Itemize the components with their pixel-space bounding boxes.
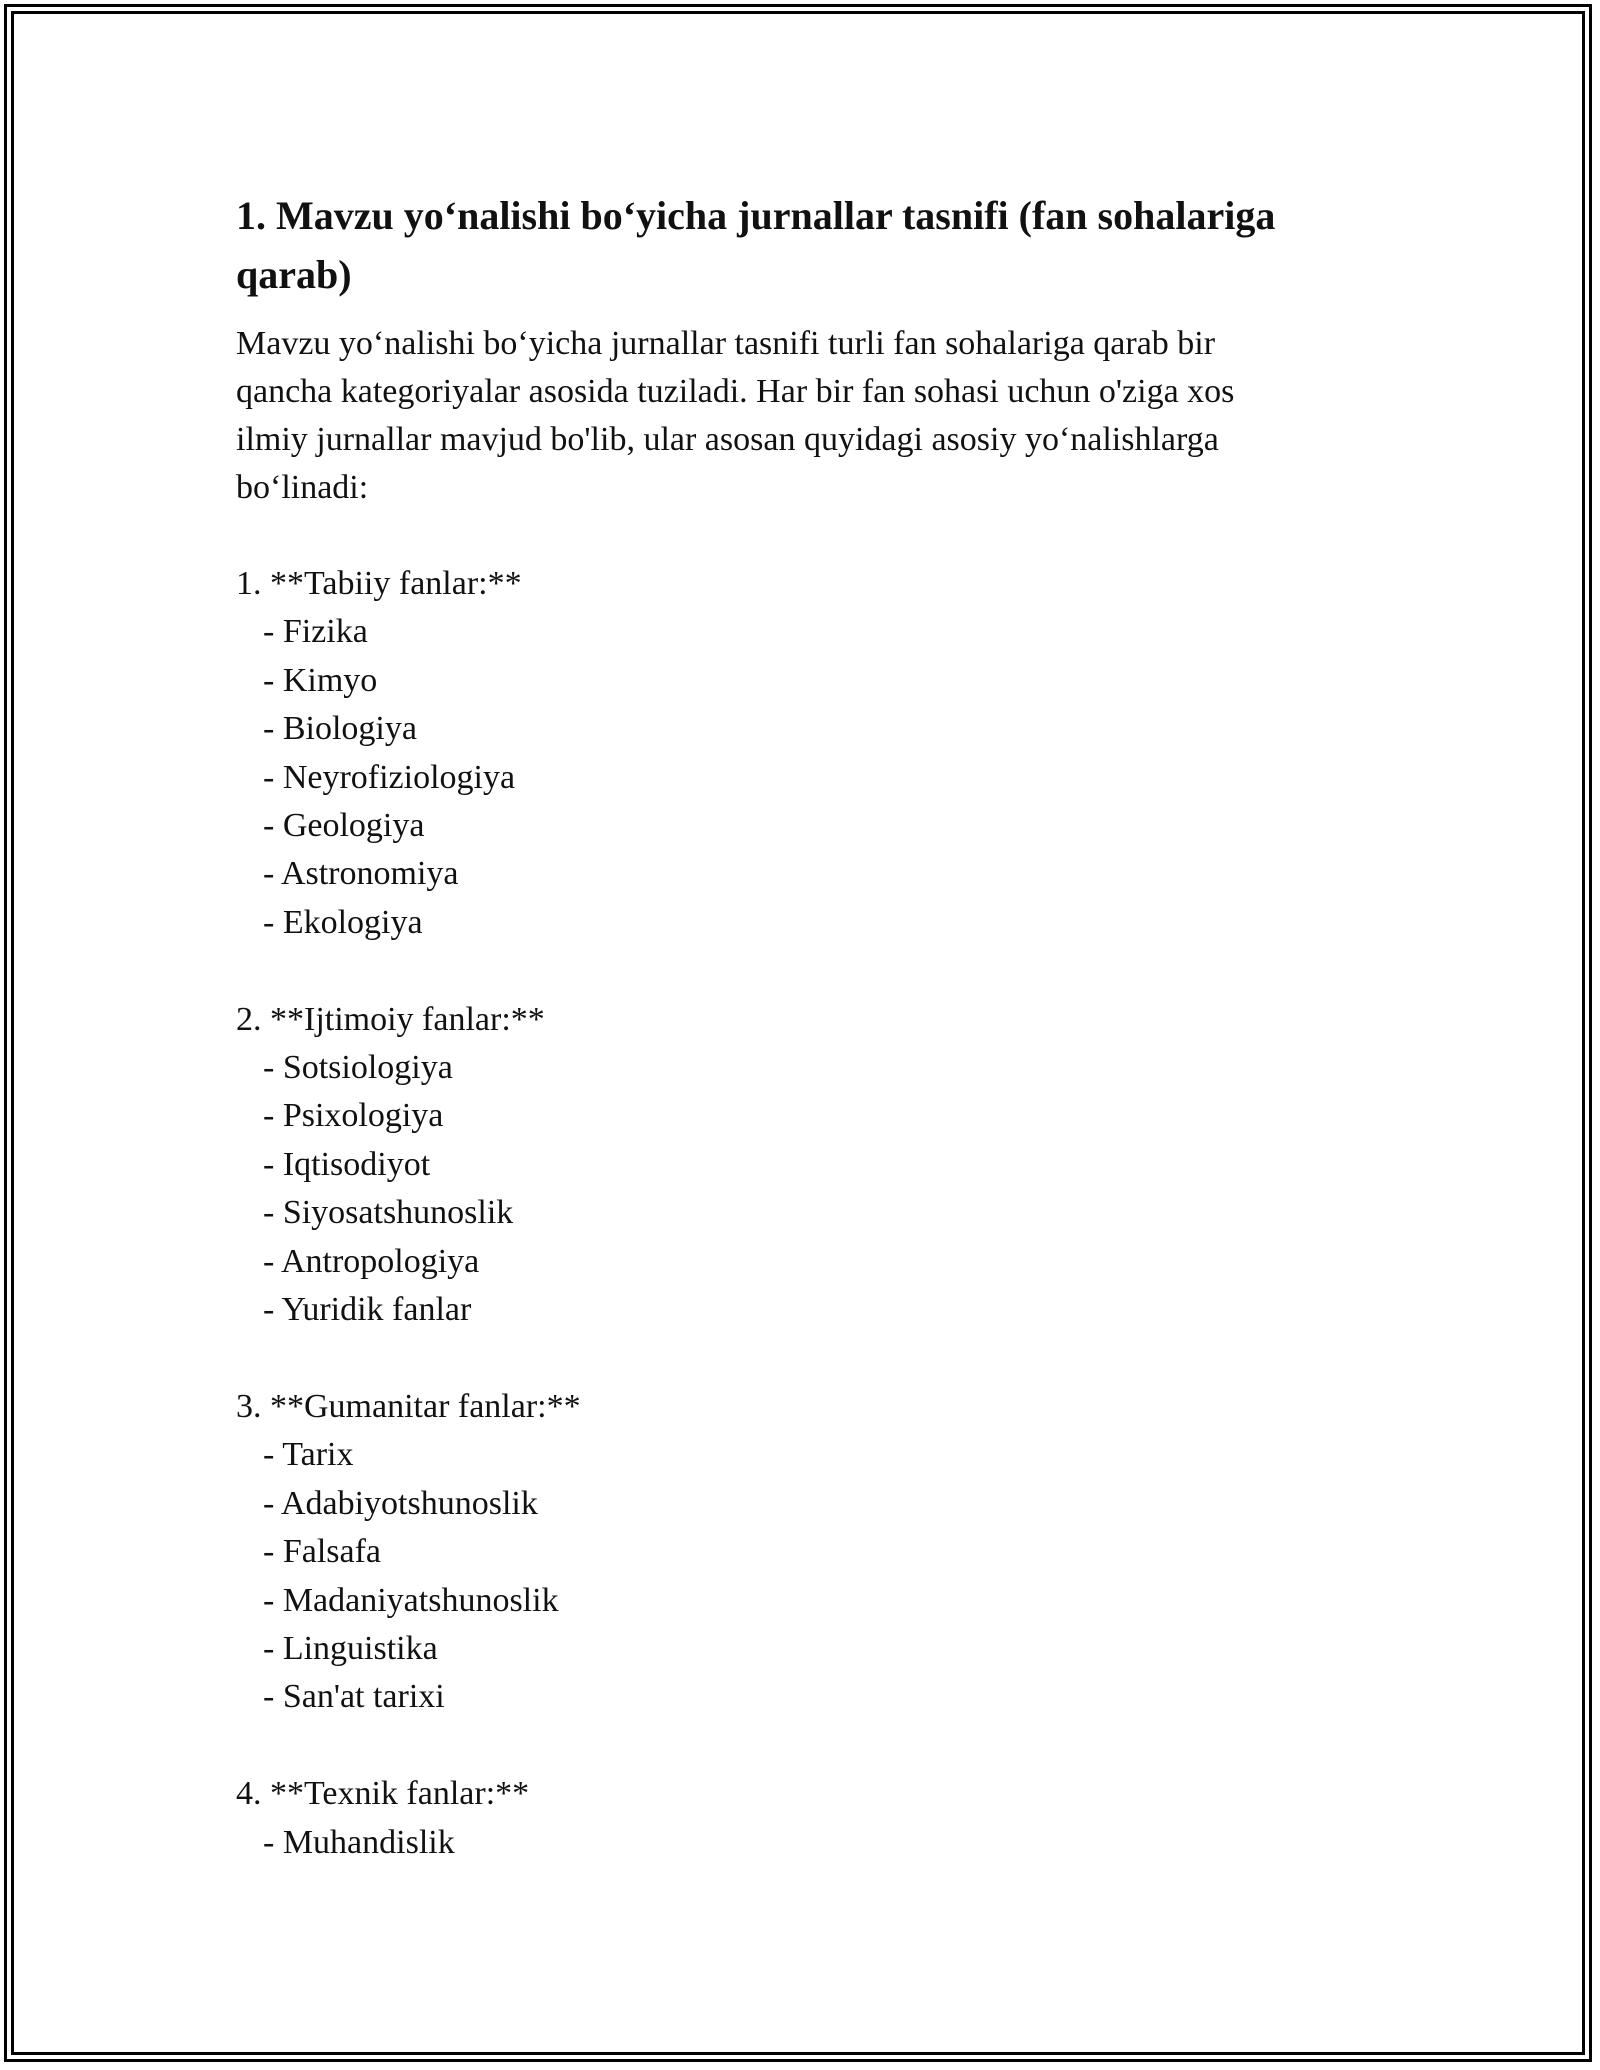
- list-item: - Fizika: [263, 613, 368, 651]
- list-item: - Astronomiya: [263, 855, 459, 893]
- list-item: - Madaniyatshunoslik: [263, 1581, 559, 1619]
- section-title: 4. **Texnik fanlar:**: [236, 1775, 530, 1813]
- list-item: - Sotsiologiya: [263, 1049, 453, 1087]
- list-item: - Yuridik fanlar: [263, 1291, 472, 1329]
- list-item: - Tarix: [263, 1436, 354, 1474]
- list-item: - Neyrofiziologiya: [263, 758, 516, 796]
- section-texnik-fanlar: [236, 1770, 1386, 1867]
- section-tabiiy-fanlar: [236, 560, 1386, 947]
- section-gap: [236, 1722, 1386, 1770]
- list-item: - San'at tarixi: [263, 1678, 445, 1716]
- section-gumanitar-fanlar: [236, 1383, 1386, 1722]
- list-item: - Antropologiya: [263, 1242, 480, 1280]
- paragraph-gap: [236, 512, 1386, 560]
- section-title: 3. **Gumanitar fanlar:**: [236, 1387, 581, 1425]
- section-gap: [236, 947, 1386, 995]
- document-body: [236, 186, 1386, 1867]
- list-item: - Geologiya: [263, 807, 425, 845]
- list-item: - Psixologiya: [263, 1097, 444, 1135]
- list-item: - Siyosatshunoslik: [263, 1194, 514, 1232]
- section-ijtimoiy-fanlar: [236, 996, 1386, 1335]
- list-item: - Kimyo: [263, 661, 378, 699]
- section-title: 2. **Ijtimoiy fanlar:**: [236, 1000, 545, 1038]
- list-item: - Iqtisodiyot: [263, 1145, 431, 1183]
- list-item: - Linguistika: [263, 1629, 438, 1667]
- list-item: - Ekologiya: [263, 903, 423, 941]
- list-item: - Muhandislik: [263, 1823, 455, 1861]
- intro-paragraph: Mavzu yo‘nalishi bo‘yicha jurnallar tasnifi turli fan sohalariga qarab bir qancha kategoriyalar asosida tuziladi. Har bir fan sohasi uchun o'ziga xos ilmiy jurnallar mavjud bo'lib, ular asosan quyidagi asosiy yo‘nalishlarga bo‘linadi:: [236, 325, 1235, 506]
- section-title: 1. **Tabiiy fanlar:**: [236, 565, 522, 602]
- page-title: 1. Mavzu yo‘nalishi bo‘yicha jurnallar tasnifi (fan sohalariga qarab): [236, 193, 1276, 297]
- list-item: - Biologiya: [263, 710, 417, 748]
- section-gap: [236, 1334, 1386, 1382]
- list-item: - Adabiyotshunoslik: [263, 1484, 538, 1522]
- list-item: - Falsafa: [263, 1533, 382, 1571]
